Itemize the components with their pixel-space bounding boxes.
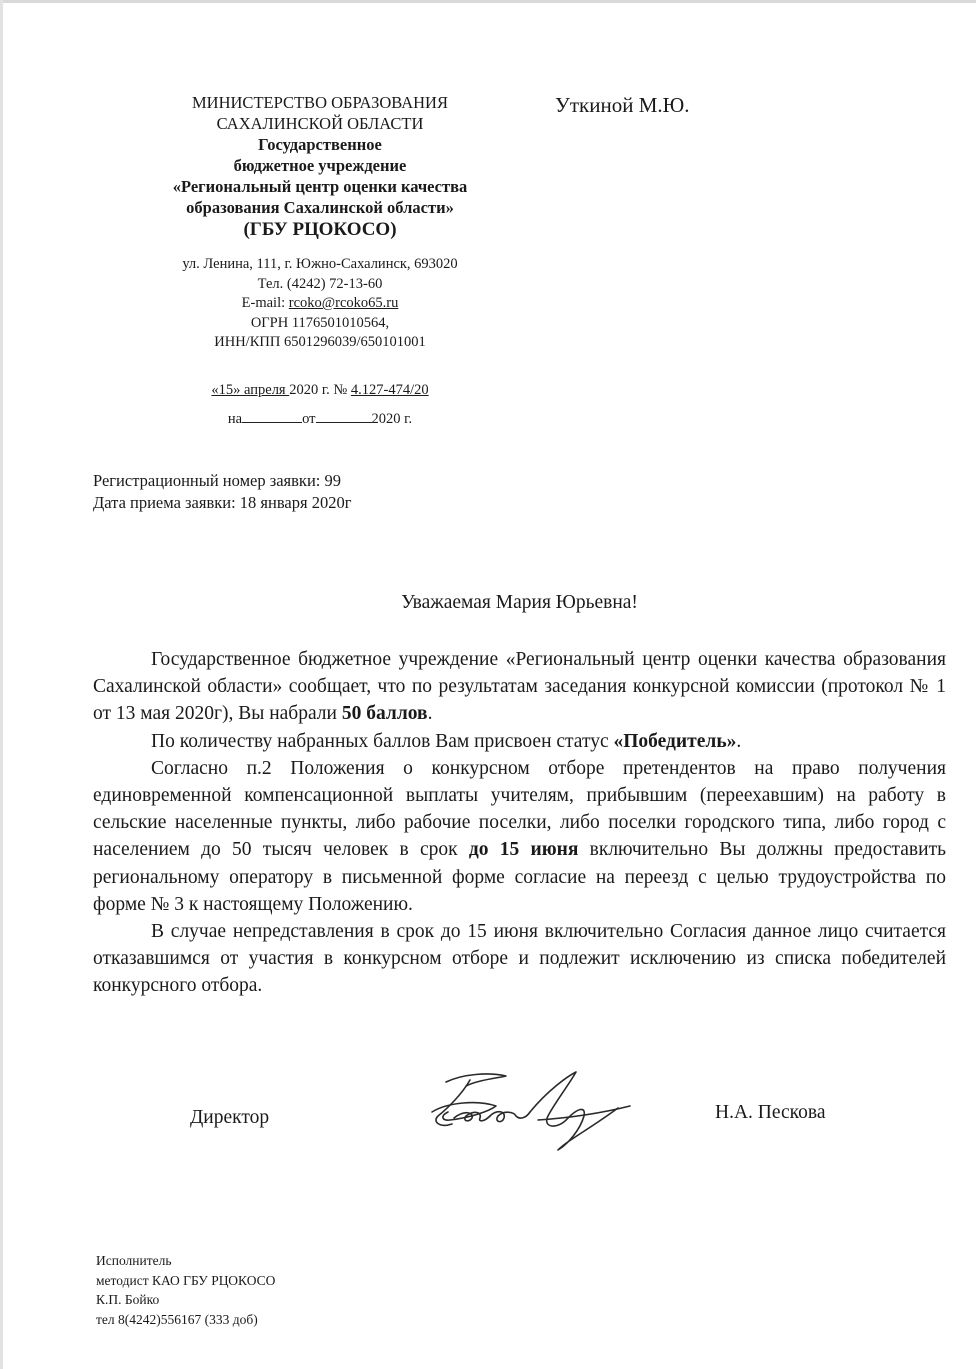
executor-phone: тел 8(4242)556167 (333 доб) bbox=[96, 1311, 258, 1327]
ogrn: ОГРН 1176501010564, bbox=[250, 314, 390, 331]
executor-name: К.П. Бойко bbox=[96, 1292, 160, 1307]
incoming-year: 2020 г. bbox=[371, 411, 413, 427]
ministry-line-2: САХАЛИНСКОЙ ОБЛАСТИ bbox=[216, 114, 424, 133]
contacts-block bbox=[130, 255, 510, 353]
org-line-4: образования Сахалинской области» bbox=[186, 198, 454, 217]
incoming-number-blank bbox=[242, 408, 302, 423]
paragraph-3 bbox=[93, 755, 946, 918]
score-value: 50 баллов bbox=[341, 703, 428, 725]
email-line bbox=[130, 294, 510, 314]
ministry-line-1: МИНИСТЕРСТВО ОБРАЗОВАНИЯ bbox=[192, 93, 448, 112]
paragraph-1-text: Государственное бюджетное учреждение «Региональный центр оценки качества образования Сахалинской области» сообщает, что по результатам заседания конкурсной комиссии (протокол № 1 от 13 мая 2020г), Вы набрали bbox=[93, 649, 946, 725]
letter-body bbox=[93, 646, 946, 1000]
executor-block bbox=[96, 1251, 275, 1329]
address: ул. Ленина, 111, г. Южно-Сахалинск, 693020 bbox=[182, 256, 458, 272]
signatory-title: Директор bbox=[190, 1107, 270, 1128]
inn-kpp: ИНН/КПП 6501296039/650101001 bbox=[214, 334, 426, 350]
signatory-name: Н.А. Пескова bbox=[715, 1102, 826, 1123]
paragraph-2 bbox=[93, 728, 946, 755]
incoming-on: на bbox=[227, 411, 243, 427]
paragraph-1-end: . bbox=[427, 703, 433, 725]
scan-edge-top bbox=[0, 0, 976, 3]
addressee: Уткиной М.Ю. bbox=[555, 93, 690, 117]
incoming-reference bbox=[130, 408, 510, 429]
status-value: «Победитель» bbox=[613, 730, 737, 752]
paragraph-3-text: Согласно п.2 Положения о конкурсном отборе претендентов на право получения единовременной компенсационной выплаты учителям, прибывшим (переехавшим) на работу в сельские населенные пункты, либо рабочие поселки, либо поселки городского типа, либо город с населением до 50 тысяч человек в срок bbox=[93, 757, 946, 861]
paragraph-4: В случае непредставления в срок до 15 июня включительно Согласия данное лицо считается отказавшимся от участия в конкурсном отборе и подлежит исключению из списка победителей конкурсного отбора. bbox=[93, 921, 946, 997]
registration-date: Дата приема заявки: 18 января 2020г bbox=[93, 493, 352, 512]
outgoing-date: «15» апреля bbox=[211, 382, 290, 398]
paragraph-2-end: . bbox=[736, 730, 742, 752]
handwritten-signature bbox=[418, 1060, 638, 1160]
salutation: Уважаемая Мария Юрьевна! bbox=[401, 592, 638, 613]
registration-info bbox=[93, 470, 351, 514]
org-acronym: (ГБУ РЦОКОСО) bbox=[243, 219, 397, 240]
outgoing-reg-number: 4.127-474/20 bbox=[350, 382, 429, 398]
phone: Тел. (4242) 72-13-60 bbox=[257, 275, 383, 292]
scan-edge-left bbox=[0, 0, 3, 1369]
org-line-2: бюджетное учреждение bbox=[233, 156, 407, 175]
outgoing-number bbox=[130, 380, 510, 400]
org-line-3: «Региональный центр оценки качества bbox=[172, 177, 468, 196]
incoming-from: от bbox=[302, 411, 316, 427]
paragraph-3-end: включительно Вы должны предоставить региональному оператору в письменной форме согласие на переезд с целью трудоустройства по форме № 3 к настоящему Положению. bbox=[93, 839, 946, 915]
executor-position: методист КАО ГБУ РЦОКОСО bbox=[96, 1272, 276, 1288]
org-line-1: Государственное bbox=[258, 135, 382, 154]
email-link[interactable]: rcoko@rcoko65.ru bbox=[288, 295, 399, 311]
incoming-date-blank bbox=[316, 408, 372, 423]
email-label: E-mail: bbox=[241, 295, 289, 311]
deadline-value: до 15 июня bbox=[468, 839, 579, 861]
registration-number: Регистрационный номер заявки: 99 bbox=[93, 471, 341, 490]
paragraph-2-text: По количеству набранных баллов Вам присвоен статус bbox=[151, 730, 614, 752]
outgoing-year: 2020 г. № bbox=[289, 382, 351, 398]
letterhead bbox=[130, 92, 510, 242]
executor-label: Исполнитель bbox=[96, 1253, 172, 1268]
paragraph-1 bbox=[93, 646, 946, 728]
